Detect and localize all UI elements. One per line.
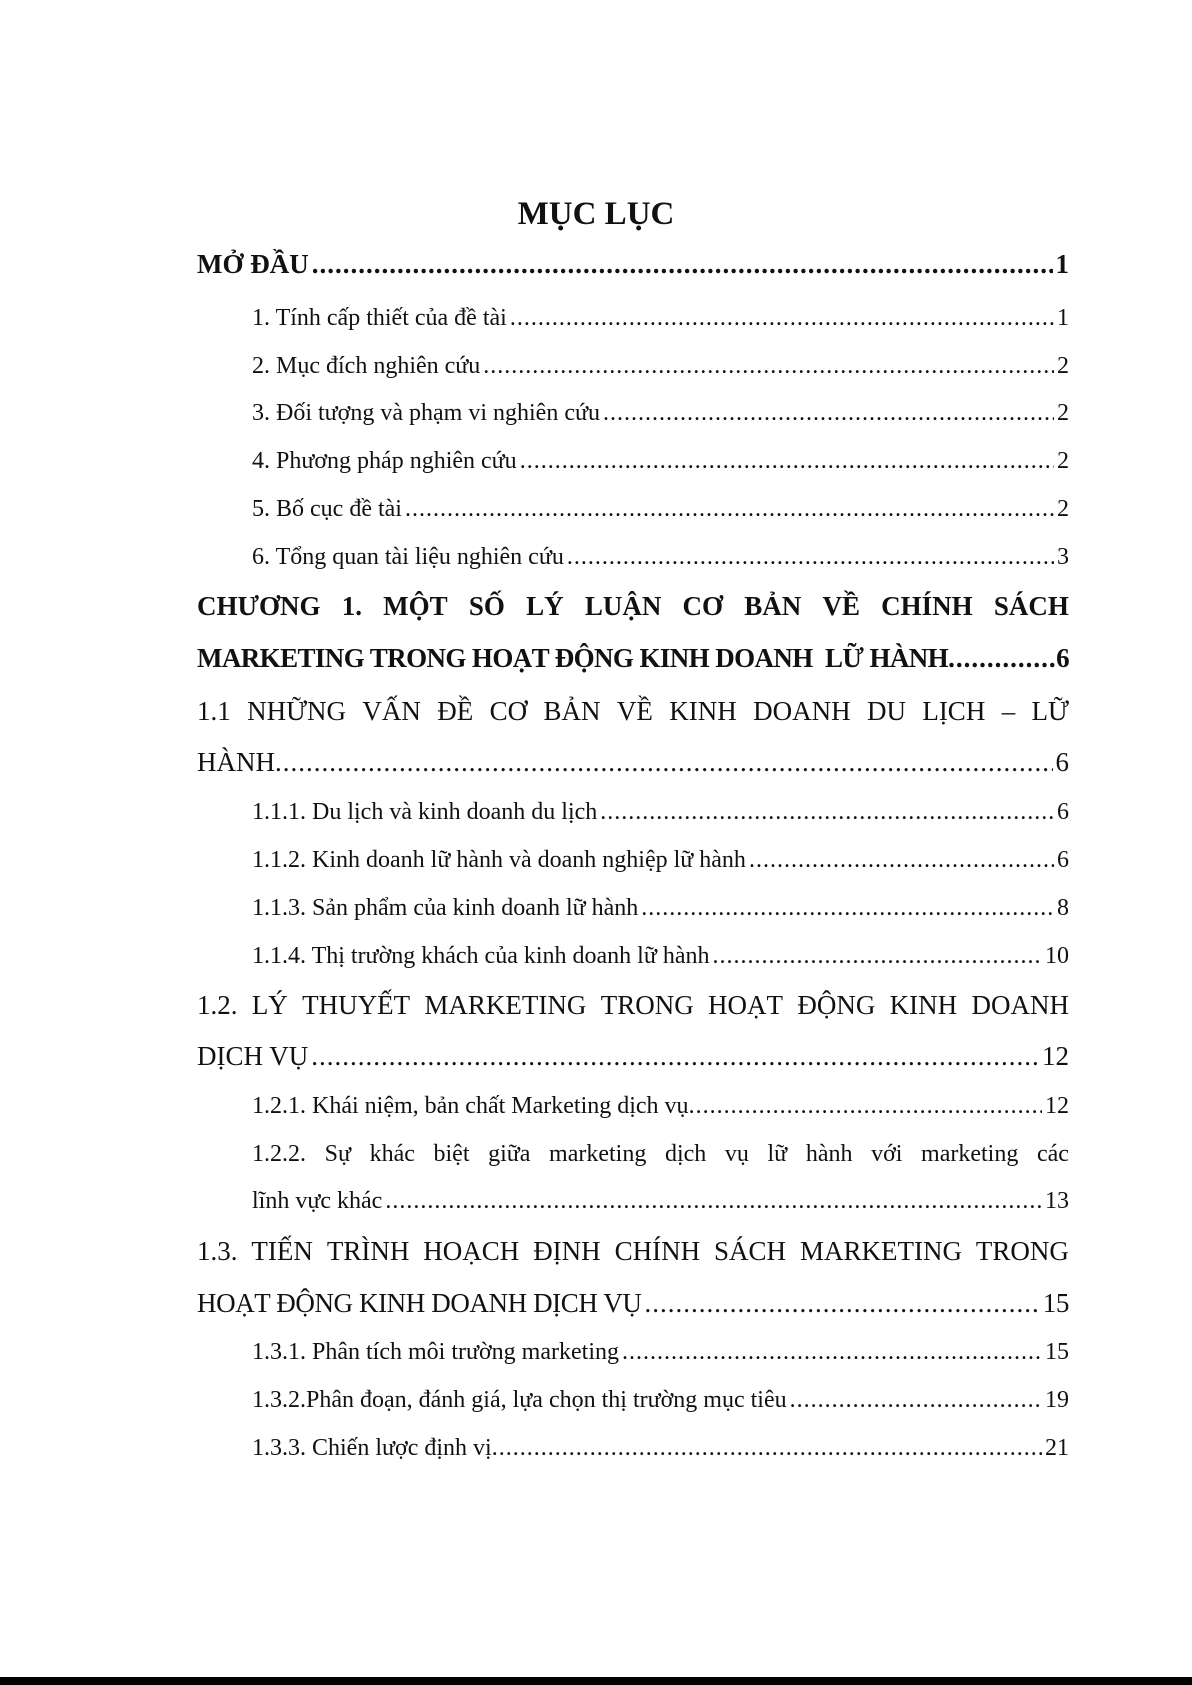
toc-entry[interactable]: [252, 353, 1069, 380]
toc-entry[interactable]: [197, 249, 1069, 280]
word: VẤN: [362, 696, 421, 726]
dot-leader: [790, 1387, 1042, 1414]
word: với: [871, 1141, 903, 1167]
word: MARKETING: [799, 1236, 962, 1266]
page-number: 10: [1045, 943, 1069, 969]
word: LÝ: [251, 990, 288, 1020]
dot-leader: [567, 544, 1054, 571]
toc-entry-title: 5. Bố cục đề tài: [252, 496, 402, 522]
dot-leader: [641, 895, 1054, 922]
dot-leader: [645, 1288, 1040, 1319]
dot-leader: [689, 1093, 1042, 1120]
word: dịch: [664, 1141, 707, 1167]
toc-entry-title: HÀNH: [197, 747, 275, 777]
word: SÁCH: [714, 1236, 787, 1266]
word: HOẠT: [708, 990, 784, 1020]
page-number: 12: [1042, 1041, 1069, 1071]
page-number: 12: [1045, 1093, 1069, 1119]
dot-leader: [483, 353, 1054, 380]
word: TRÌNH: [326, 1236, 410, 1266]
toc-entry[interactable]: [252, 943, 1069, 970]
word: LỮ: [1031, 696, 1069, 726]
word: ĐỀ: [437, 696, 474, 726]
page-number: 2: [1057, 448, 1069, 474]
toc-entry[interactable]: [252, 847, 1069, 874]
word: –: [1001, 696, 1016, 726]
toc-entry-first-line[interactable]: [197, 990, 1069, 1021]
toc-entry[interactable]: [252, 1387, 1069, 1414]
word: NHỮNG: [247, 696, 347, 726]
toc-entry[interactable]: [197, 1288, 1069, 1319]
page-number: 19: [1045, 1387, 1069, 1413]
page-number: 6: [1056, 643, 1069, 673]
toc-entry-title: 1.1.3. Sản phẩm của kinh doanh lữ hành: [252, 895, 639, 921]
word: KINH: [669, 696, 737, 726]
dot-leader: [510, 305, 1054, 332]
toc-entry-title: DỊCH VỤ: [197, 1041, 309, 1071]
dot-leader: [520, 448, 1054, 475]
toc-entry-title: HOẠT ĐỘNG KINH DOANH DỊCH VỤ: [197, 1288, 642, 1318]
page-number: 6: [1057, 799, 1069, 825]
word: DOANH: [753, 696, 851, 726]
word: 1.2.: [197, 990, 238, 1020]
word: BẢN: [744, 591, 802, 621]
toc-entry[interactable]: [252, 799, 1069, 826]
toc-entry-title: 1. Tính cấp thiết của đề tài: [252, 305, 507, 331]
toc-entry-first-line[interactable]: [252, 1141, 1069, 1168]
toc-entry[interactable]: [252, 400, 1069, 427]
page-number: 6: [1055, 747, 1069, 777]
word: 1.1: [197, 696, 231, 726]
page-number: 2: [1057, 400, 1069, 426]
word: ĐỘNG: [797, 990, 876, 1020]
dot-leader: [312, 249, 1053, 280]
word: khác: [369, 1141, 415, 1167]
word: VỀ: [822, 591, 860, 621]
page-number: 2: [1057, 353, 1069, 379]
word: TRONG: [600, 990, 694, 1020]
dot-leader: [405, 496, 1054, 523]
word: LUẬN: [584, 591, 662, 621]
dot-leader: [713, 943, 1042, 970]
page-number: 15: [1045, 1339, 1069, 1365]
toc-entry-title: 6. Tổng quan tài liệu nghiên cứu: [252, 544, 564, 570]
dot-leader: [948, 643, 1056, 674]
toc-entry-title: 1.1.2. Kinh doanh lữ hành và doanh nghiệp lữ hành: [252, 847, 746, 873]
toc-entry-title: 1.3.2.Phân đoạn, đánh giá, lựa chọn thị trường mục tiêu: [252, 1387, 787, 1413]
word: DOANH: [971, 990, 1069, 1020]
word: LÝ: [526, 591, 564, 621]
toc-entry[interactable]: [197, 643, 1069, 674]
word: TIẾN: [251, 1236, 313, 1266]
toc-entry-title: 1.1.1. Du lịch và kinh doanh du lịch: [252, 799, 598, 825]
word: marketing: [921, 1141, 1019, 1167]
page-number: 2: [1057, 496, 1069, 522]
toc-entry[interactable]: [252, 895, 1069, 922]
word: SÁCH: [993, 591, 1069, 621]
word: THUYẾT: [302, 990, 411, 1020]
toc-entry-first-line[interactable]: [197, 591, 1069, 622]
page-number: 21: [1045, 1435, 1069, 1461]
dot-leader: [311, 1041, 1039, 1072]
toc-entry[interactable]: [252, 305, 1069, 332]
toc-entry-title: lĩnh vực khác: [252, 1188, 383, 1214]
word: TRONG: [975, 1236, 1069, 1266]
word: 1.2.2.: [252, 1141, 306, 1167]
dot-leader: [385, 1188, 1042, 1215]
toc-entry-first-line[interactable]: [197, 1236, 1069, 1267]
page-number: 1: [1055, 249, 1069, 279]
word: KINH: [889, 990, 958, 1020]
page-number: 3: [1057, 544, 1069, 570]
word: ĐỊNH: [533, 1236, 601, 1266]
page-number: 8: [1057, 895, 1069, 921]
toc-entry[interactable]: [197, 1041, 1069, 1072]
toc-entry-title: 1.2.1. Khái niệm, bản chất Marketing dịch vụ: [252, 1093, 689, 1119]
word: VỀ: [616, 696, 653, 726]
word: 1.3.: [197, 1236, 238, 1266]
toc-entry-title: MARKETING TRONG HOẠT ĐỘNG KINH DOANH LỮ HÀNH: [197, 643, 949, 673]
word: CHÍNH: [881, 591, 973, 621]
toc-entry[interactable]: [197, 747, 1069, 778]
toc-entry-title: 2. Mục đích nghiên cứu: [252, 353, 481, 379]
dot-leader: [749, 847, 1054, 874]
toc-entry[interactable]: [252, 496, 1069, 523]
word: biệt: [433, 1141, 470, 1167]
toc-entry[interactable]: [252, 1188, 1069, 1215]
dot-leader: [275, 747, 1053, 778]
dot-leader: [492, 1435, 1042, 1462]
word: SỐ: [468, 591, 505, 621]
word: CHÍNH: [614, 1236, 701, 1266]
page-number: 6: [1057, 847, 1069, 873]
page-number: 13: [1045, 1188, 1069, 1214]
page-number: 15: [1042, 1288, 1069, 1318]
toc-entry-title: 3. Đối tượng và phạm vi nghiên cứu: [252, 400, 600, 426]
toc-entry-title: 4. Phương pháp nghiên cứu: [252, 448, 517, 474]
word: marketing: [549, 1141, 647, 1167]
toc-entry[interactable]: [252, 544, 1069, 571]
toc-entry-title: 1.3.3. Chiến lược định vị: [252, 1435, 492, 1461]
word: các: [1036, 1141, 1069, 1167]
page-number: 1: [1057, 305, 1069, 331]
word: BẢN: [543, 696, 601, 726]
word: LỊCH: [922, 696, 986, 726]
toc-entry[interactable]: [252, 1435, 1069, 1462]
word: CƠ: [489, 696, 528, 726]
dot-leader: [600, 799, 1054, 826]
word: giữa: [488, 1141, 531, 1167]
toc-entry-title: MỞ ĐẦU: [197, 249, 309, 279]
toc-entry-title: 1.1.4. Thị trường khách của kinh doanh lữ hành: [252, 943, 710, 969]
page-title: MỤC LỤC: [517, 196, 675, 232]
word: CƠ: [682, 591, 724, 621]
word: vụ: [724, 1141, 749, 1167]
page-bottom-edge: [0, 1677, 1192, 1685]
word: lữ: [767, 1141, 788, 1167]
toc-entry[interactable]: [252, 1093, 1069, 1120]
word: 1.: [341, 591, 362, 621]
word: Sự: [324, 1141, 351, 1167]
word: MỘT: [383, 591, 448, 621]
toc-entry-title: 1.3.1. Phân tích môi trường marketing: [252, 1339, 619, 1365]
toc-entry[interactable]: [252, 1339, 1069, 1366]
word: HOẠCH: [423, 1236, 520, 1266]
dot-leader: [622, 1339, 1042, 1366]
dot-leader: [603, 400, 1054, 427]
toc-entry-first-line[interactable]: [197, 696, 1069, 727]
word: MARKETING: [424, 990, 587, 1020]
word: CHƯƠNG: [197, 591, 321, 621]
toc-entry[interactable]: [252, 448, 1069, 475]
word: hành: [805, 1141, 853, 1167]
word: DU: [866, 696, 906, 726]
